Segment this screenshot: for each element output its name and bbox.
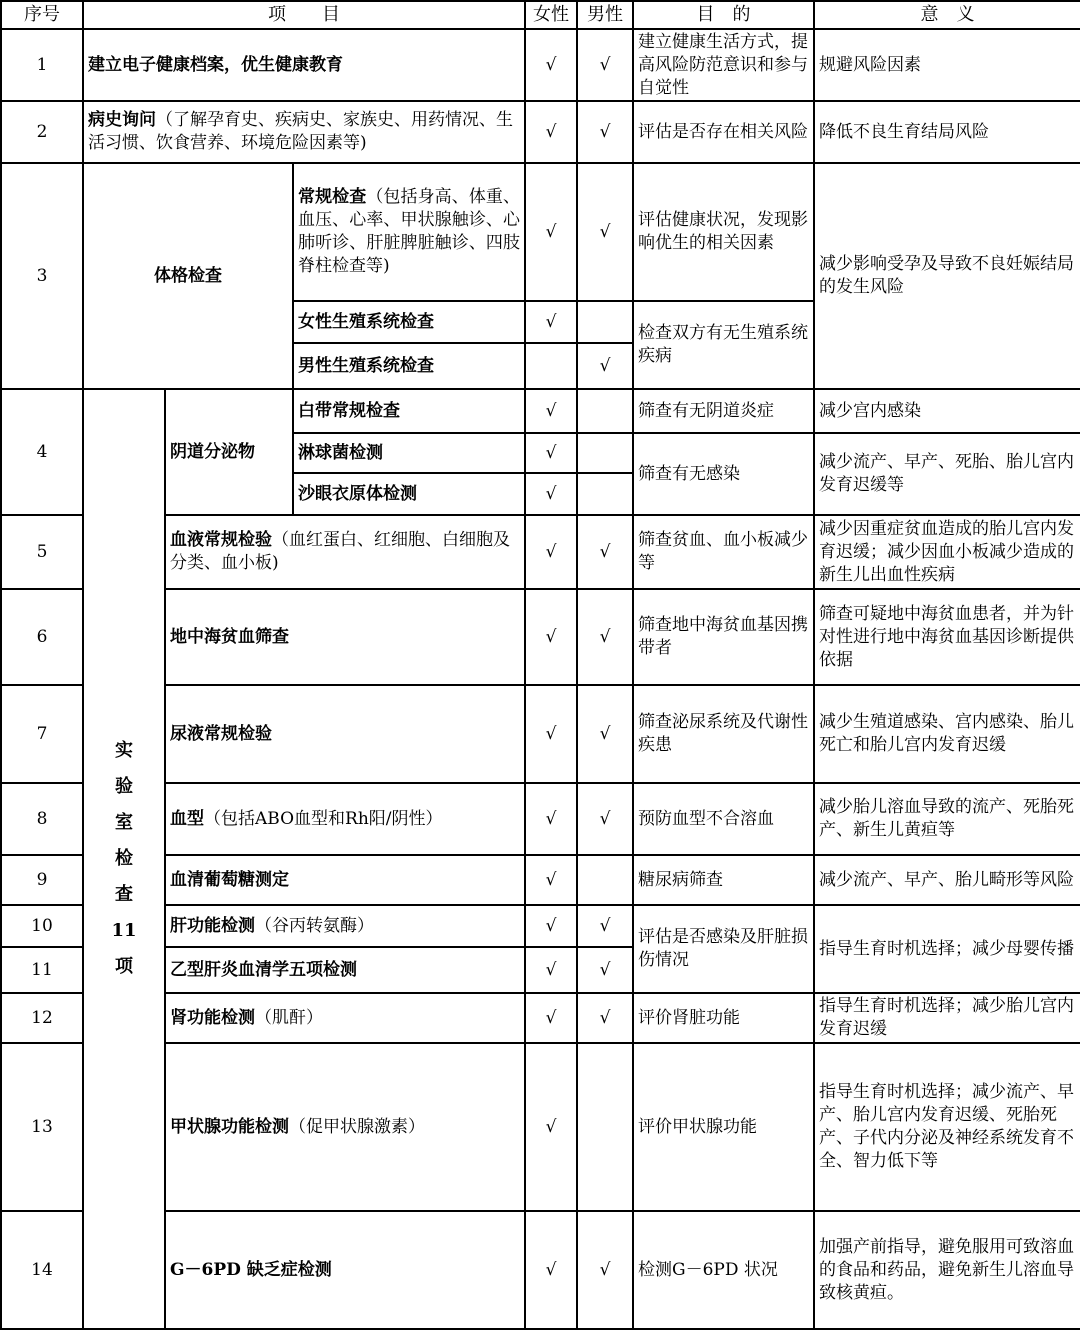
item-cell: 淋球菌检测 <box>293 433 525 473</box>
item-cell <box>165 905 525 947</box>
header-male: 男性 <box>577 1 633 29</box>
item-cell: 女性生殖系统检查 <box>293 301 525 343</box>
male-check: √ <box>577 101 633 163</box>
male-check <box>577 473 633 515</box>
item-note: （促甲状腺激素） <box>289 1116 425 1137</box>
item-cell <box>165 993 525 1043</box>
meaning-cell: 指导生育时机选择；减少母婴传播 <box>814 905 1080 993</box>
male-check <box>577 433 633 473</box>
male-check: √ <box>577 685 633 783</box>
meaning-cell: 减少生殖道感染、宫内感染、胎儿死亡和胎儿宫内发育迟缓 <box>814 685 1080 783</box>
item-label: 血液常规检验 <box>170 530 272 550</box>
female-check: √ <box>525 905 577 947</box>
lab-group-char: 项 <box>115 956 133 977</box>
header-female: 女性 <box>525 1 577 29</box>
purpose-cell: 筛查泌尿系统及代谢性疾患 <box>633 685 814 783</box>
meaning-cell: 减少胎儿溶血导致的流产、死胎死产、新生儿黄疸等 <box>814 783 1080 855</box>
female-check: √ <box>525 515 577 589</box>
meaning-cell: 降低不良生育结局风险 <box>814 101 1080 163</box>
header-item: 项 目 <box>83 1 525 29</box>
table-row <box>1 389 1080 433</box>
male-check: √ <box>577 1211 633 1329</box>
header-meaning: 意 义 <box>814 1 1080 29</box>
meaning-cell: 筛查可疑地中海贫血患者，并为针对性进行地中海贫血基因诊断提供依据 <box>814 589 1080 685</box>
purpose-cell: 评估是否感染及肝脏损伤情况 <box>633 905 814 993</box>
item-label: 甲状腺功能检测 <box>170 1116 289 1137</box>
item-cell: 沙眼衣原体检测 <box>293 473 525 515</box>
item-cell <box>83 101 525 163</box>
lab-group-char: 检 <box>115 848 133 869</box>
row-number: 9 <box>1 855 83 905</box>
item-label: 血型 <box>170 808 204 829</box>
meaning-cell: 指导生育时机选择；减少流产、早产、胎儿宫内发育迟缓、死胎死产、子代内分泌及神经系统发育不全、智力低下等 <box>814 1043 1080 1211</box>
item-cell: G－6PD 缺乏症检测 <box>165 1211 525 1329</box>
item-label: 肝功能检测 <box>170 915 255 936</box>
female-check: √ <box>525 947 577 993</box>
item-cell: 尿液常规检验 <box>165 685 525 783</box>
item-note: （包括身高、体重、血压、心率、甲状腺触诊、心肺听诊、肝脏脾脏触诊、四肢脊柱检查等) <box>298 187 521 276</box>
female-check: √ <box>525 993 577 1043</box>
item-cell <box>165 1043 525 1211</box>
table-row <box>1 101 1080 163</box>
row-number: 5 <box>1 515 83 589</box>
item-cell: 白带常规检查 <box>293 389 525 433</box>
table-row <box>1 29 1080 101</box>
purpose-cell: 筛查贫血、血小板减少等 <box>633 515 814 589</box>
item-note: （谷丙转氨酶） <box>255 915 374 936</box>
item-cell: 乙型肝炎血清学五项检测 <box>165 947 525 993</box>
row-number: 10 <box>1 905 83 947</box>
row-number: 6 <box>1 589 83 685</box>
male-check: √ <box>577 29 633 101</box>
row-number: 4 <box>1 389 83 515</box>
lab-group-char: 查 <box>115 884 133 905</box>
male-check: √ <box>577 163 633 301</box>
female-check: √ <box>525 685 577 783</box>
item-cell: 血清葡萄糖测定 <box>165 855 525 905</box>
row-number: 1 <box>1 29 83 101</box>
row-number: 2 <box>1 101 83 163</box>
lab-group-char: 室 <box>115 812 133 833</box>
meaning-cell: 减少宫内感染 <box>814 389 1080 433</box>
male-check: √ <box>577 905 633 947</box>
item-note: （了解孕育史、疾病史、家族史、用药情况、生活习惯、饮食营养、环境危险因素等) <box>88 110 513 153</box>
male-check: √ <box>577 343 633 389</box>
purpose-cell: 评估健康状况，发现影响优生的相关因素 <box>633 163 814 301</box>
lab-group-char: 11 <box>111 920 137 941</box>
item-label: 病史询问 <box>88 110 156 130</box>
lab-group-char: 验 <box>115 776 133 797</box>
lab-group-char: 实 <box>115 740 133 761</box>
item-note: （肌酐） <box>255 1007 323 1028</box>
male-check <box>577 389 633 433</box>
row-number: 11 <box>1 947 83 993</box>
meaning-cell: 减少流产、早产、死胎、胎儿宫内发育迟缓等 <box>814 433 1080 515</box>
header-purpose: 目 的 <box>633 1 814 29</box>
group-label: 体格检查 <box>83 163 293 389</box>
header-row <box>1 1 1080 29</box>
item-cell: 建立电子健康档案，优生健康教育 <box>83 29 525 101</box>
row-number: 3 <box>1 163 83 389</box>
lab-group-label <box>83 389 165 1329</box>
item-cell <box>293 163 525 301</box>
female-check: √ <box>525 855 577 905</box>
female-check <box>525 343 577 389</box>
purpose-cell: 筛查有无阴道炎症 <box>633 389 814 433</box>
purpose-cell: 筛查地中海贫血基因携带者 <box>633 589 814 685</box>
item-cell <box>165 515 525 589</box>
purpose-cell: 检测G－6PD 状况 <box>633 1211 814 1329</box>
row-number: 7 <box>1 685 83 783</box>
item-cell: 地中海贫血筛查 <box>165 589 525 685</box>
male-check <box>577 855 633 905</box>
purpose-cell: 评价肾脏功能 <box>633 993 814 1043</box>
female-check: √ <box>525 163 577 301</box>
meaning-cell: 指导生育时机选择；减少胎儿宫内发育迟缓 <box>814 993 1080 1043</box>
female-check: √ <box>525 589 577 685</box>
meaning-cell: 减少流产、早产、胎儿畸形等风险 <box>814 855 1080 905</box>
female-check: √ <box>525 301 577 343</box>
item-cell: 男性生殖系统检查 <box>293 343 525 389</box>
item-note: （血红蛋白、红细胞、白细胞及分类、血小板) <box>170 530 510 573</box>
female-check: √ <box>525 1043 577 1211</box>
meaning-cell: 减少因重症贫血造成的胎儿宫内发育迟缓；减少因血小板减少造成的新生儿出血性疾病 <box>814 515 1080 589</box>
item-cell <box>165 783 525 855</box>
purpose-cell: 预防血型不合溶血 <box>633 783 814 855</box>
row-number: 14 <box>1 1211 83 1329</box>
row-number: 13 <box>1 1043 83 1211</box>
row-number: 12 <box>1 993 83 1043</box>
header-no: 序号 <box>1 1 83 29</box>
item-label: 肾功能检测 <box>170 1007 255 1028</box>
meaning-cell: 规避风险因素 <box>814 29 1080 101</box>
male-check: √ <box>577 783 633 855</box>
purpose-cell: 评估是否存在相关风险 <box>633 101 814 163</box>
item-note: （包括ABO血型和Rh阳/阴性） <box>204 808 443 829</box>
table-row <box>1 163 1080 301</box>
meaning-cell: 加强产前指导，避免服用可致溶血的食品和药品，避免新生儿溶血导致核黄疸。 <box>814 1211 1080 1329</box>
male-check: √ <box>577 589 633 685</box>
item-label: 常规检查 <box>298 187 367 207</box>
male-check: √ <box>577 947 633 993</box>
meaning-cell: 减少影响受孕及导致不良妊娠结局的发生风险 <box>814 163 1080 389</box>
female-check: √ <box>525 389 577 433</box>
purpose-cell: 筛查有无感染 <box>633 433 814 515</box>
female-check: √ <box>525 29 577 101</box>
row-number: 8 <box>1 783 83 855</box>
purpose-cell: 检查双方有无生殖系统疾病 <box>633 301 814 389</box>
group-label: 阴道分泌物 <box>165 389 293 515</box>
purpose-cell: 糖尿病筛查 <box>633 855 814 905</box>
male-check: √ <box>577 993 633 1043</box>
female-check: √ <box>525 433 577 473</box>
purpose-cell: 建立健康生活方式，提高风险防范意识和参与自觉性 <box>633 29 814 101</box>
female-check: √ <box>525 101 577 163</box>
male-check <box>577 301 633 343</box>
female-check: √ <box>525 1211 577 1329</box>
male-check: √ <box>577 515 633 589</box>
female-check: √ <box>525 473 577 515</box>
male-check <box>577 1043 633 1211</box>
purpose-cell: 评价甲状腺功能 <box>633 1043 814 1211</box>
female-check: √ <box>525 783 577 855</box>
